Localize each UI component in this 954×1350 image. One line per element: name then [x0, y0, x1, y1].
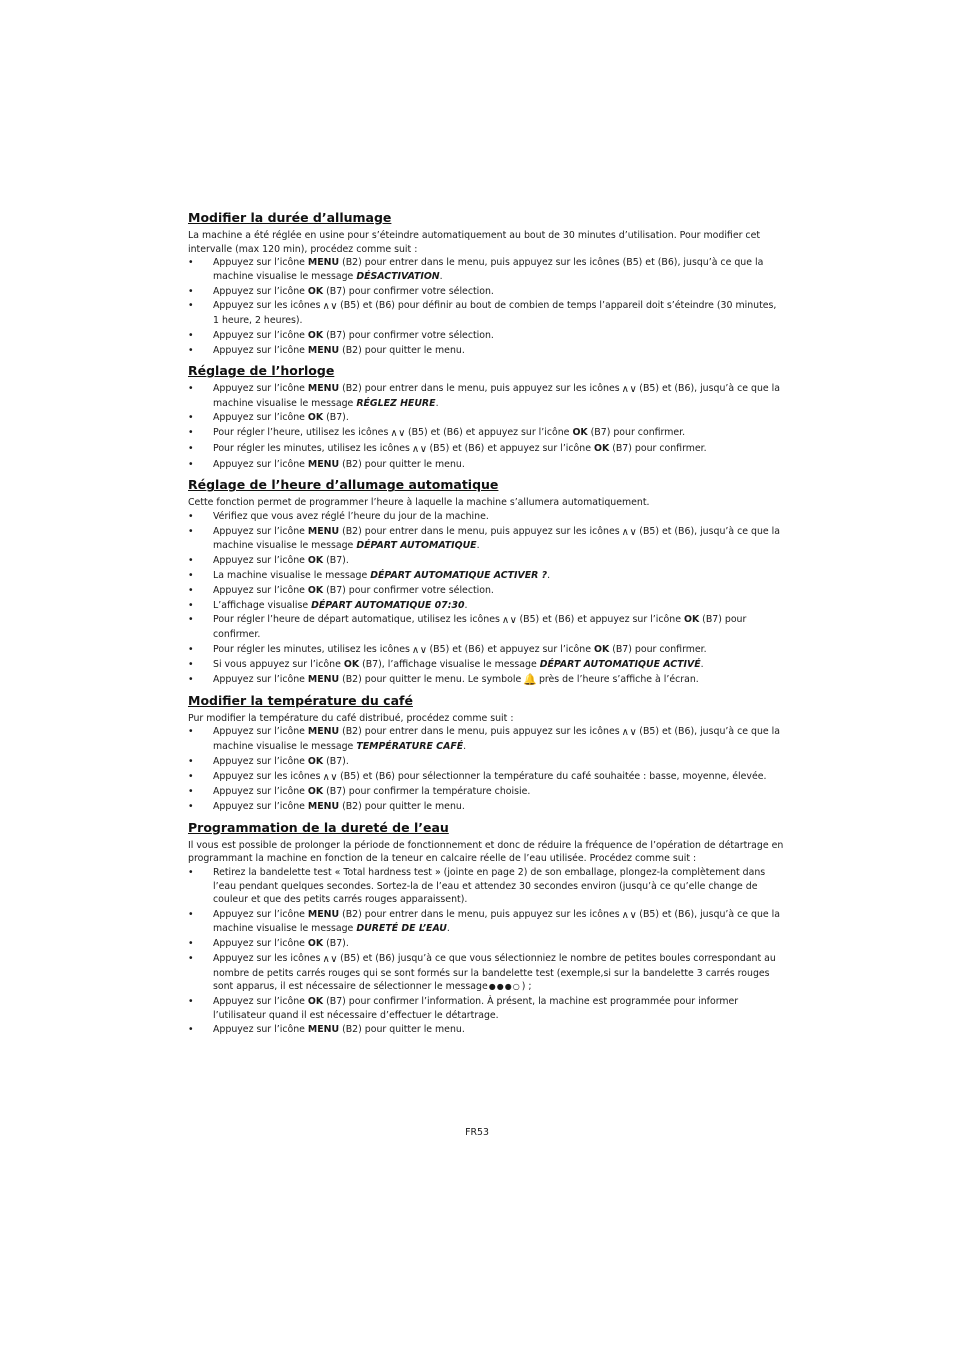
up-down-arrows-icon: ∧∨: [621, 727, 638, 739]
hardness-dots-icon: ●●●○: [488, 982, 521, 992]
up-down-arrows-icon: ∧∨: [621, 384, 638, 396]
up-down-arrows-icon: ∧∨: [411, 444, 428, 456]
list-item: • Appuyez sur l’icône OK (B7) pour confirmer l’information. À présent, la machine est programmée pour informer l’utilisateur quand il est nécessaire d’effectuer le détartrage.: [188, 995, 784, 1022]
list-item: • Appuyez sur l’icône MENU (B2) pour entrer dans le menu, puis appuyez sur les icônes ∧∨ (B5) et (B6), jusqu’à ce que la machine visualise le message DÉPART AUTOMATIQUE.: [188, 525, 784, 553]
section-title: Modifier la température du café: [188, 692, 413, 708]
list-item: • Pour régler les minutes, utilisez les icônes ∧∨ (B5) et (B6) et appuyez sur l’icône OK (B7) pour confirmer.: [188, 643, 784, 658]
section-water-hardness: [188, 820, 784, 1037]
section-power-off-delay: [188, 210, 784, 357]
list-item: • Appuyez sur l’icône OK (B7) pour confirmer votre sélection.: [188, 584, 784, 598]
list-item: • Appuyez sur l’icône MENU (B2) pour quitter le menu. Le symbole 🔔 près de l’heure s’affiche à l’écran.: [188, 673, 784, 687]
list-item: • Appuyez sur les icônes ∧∨ (B5) et (B6) pour définir au bout de combien de temps l’appareil doit s’éteindre (30 minutes, 1 heure, 2 heures).: [188, 299, 784, 327]
up-down-arrows-icon: ∧∨: [621, 909, 638, 921]
list-item: • Appuyez sur l’icône MENU (B2) pour entrer dans le menu, puis appuyez sur les icônes ∧∨ (B5) et (B6), jusqu’à ce que la machine visualise le message TEMPÉRATURE CAFÉ.: [188, 725, 784, 753]
section-coffee-temperature: [188, 693, 784, 814]
list-item: • Appuyez sur l’icône OK (B7).: [188, 937, 784, 951]
list-item: • Appuyez sur l’icône OK (B7) pour confirmer la température choisie.: [188, 785, 784, 799]
list-item: • Appuyez sur l’icône OK (B7) pour confirmer votre sélection.: [188, 285, 784, 299]
section-intro: La machine a été réglée en usine pour s’éteindre automatiquement au bout de 30 minutes d’utilisation. Pour modifier cet intervalle (max 120 min), procédez comme suit :: [188, 230, 761, 255]
list-item: • Pour régler l’heure, utilisez les icônes ∧∨ (B5) et (B6) et appuyez sur l’icône OK (B7) pour confirmer.: [188, 426, 784, 441]
section-title: Programmation de la dureté de l’eau: [188, 819, 449, 835]
list-item: • Appuyez sur l’icône MENU (B2) pour quitter le menu.: [188, 344, 784, 358]
section-clock-setting: [188, 363, 784, 471]
up-down-arrows-icon: ∧∨: [411, 644, 428, 656]
section-intro: Pur modifier la température du café distribué, procédez comme suit :: [188, 712, 514, 724]
list-item: • Pour régler l’heure de départ automatique, utilisez les icônes ∧∨ (B5) et (B6) et appuyez sur l’icône OK (B7) pour confirmer.: [188, 613, 784, 641]
list-item: • Vérifiez que vous avez réglé l’heure du jour de la machine.: [188, 510, 784, 524]
up-down-arrows-icon: ∧∨: [390, 428, 406, 440]
list-item: • La machine visualise le message DÉPART AUTOMATIQUE ACTIVER ?.: [188, 569, 784, 583]
section-title: Réglage de l’heure d’allumage automatique: [188, 477, 499, 493]
page-number: FR53: [465, 1127, 489, 1138]
up-down-arrows-icon: ∧∨: [501, 615, 518, 627]
list-item: • Appuyez sur l’icône MENU (B2) pour entrer dans le menu, puis appuyez sur les icônes (B5) et (B6), jusqu’à ce que la machine visualise le message DÉSACTIVATION.: [188, 256, 784, 283]
up-down-arrows-icon: ∧∨: [621, 526, 638, 538]
instruction-list: [188, 382, 784, 471]
list-item: • Appuyez sur l’icône OK (B7) pour confirmer votre sélection.: [188, 329, 784, 343]
section-title: Réglage de l’horloge: [188, 363, 335, 379]
list-item: • Appuyez sur l’icône MENU (B2) pour quitter le menu.: [188, 1023, 784, 1037]
list-item: • Appuyez sur l’icône OK (B7).: [188, 755, 784, 769]
list-item: • Si vous appuyez sur l’icône OK (B7), l’affichage visualise le message DÉPART AUTOMATIQUE ACTIVÉ.: [188, 658, 784, 672]
instruction-list: [188, 725, 784, 813]
list-item: • L’affichage visualise DÉPART AUTOMATIQUE 07:30.: [188, 599, 784, 613]
list-item: • Appuyez sur les icônes ∧∨ (B5) et (B6) jusqu’à ce que vous sélectionniez le nombre de petites boules correspondant au nombre de petits carrés rouges qui se sont formés sur la bandelette test (exemple,si sur la bandelette 3 carrés rouges sont apparus, il est nécessaire de sélectionner le message●●●○) ;: [188, 952, 784, 994]
list-item: • Retirez la bandelette test « Total hardness test » (jointe en page 2) de son emballage, plongez-la complètement dans l’eau pendant quelques secondes. Sortez-la de l’eau et attendez 30 secondes environ (jusqu’à ce qu’elle change de couleur et que des petits carrés rouges apparaissent).: [188, 866, 784, 907]
section-intro: Cette fonction permet de programmer l’heure à laquelle la machine s’allumera automatiquement.: [188, 497, 650, 509]
list-item: • Appuyez sur l’icône MENU (B2) pour entrer dans le menu, puis appuyez sur les icônes ∧∨ (B5) et (B6), jusqu’à ce que la machine visualise le message DURETÉ DE L’EAU.: [188, 908, 784, 936]
section-title: Modifier la durée d’allumage: [188, 210, 392, 225]
list-item: • Pour régler les minutes, utilisez les icônes ∧∨ (B5) et (B6) et appuyez sur l’icône OK (B7) pour confirmer.: [188, 442, 784, 457]
list-item: • Appuyez sur l’icône MENU (B2) pour quitter le menu.: [188, 800, 784, 814]
list-item: • Appuyez sur l’icône OK (B7).: [188, 554, 784, 568]
section-auto-start: [188, 477, 784, 686]
up-down-arrows-icon: ∧∨: [322, 954, 339, 966]
list-item: • Appuyez sur l’icône MENU (B2) pour entrer dans le menu, puis appuyez sur les icônes ∧∨ (B5) et (B6), jusqu’à ce que la machine visualise le message RÉGLEZ HEURE.: [188, 382, 784, 410]
list-item: • Appuyez sur l’icône OK (B7).: [188, 411, 784, 425]
up-down-arrows-icon: ∧∨: [322, 301, 339, 313]
instruction-list: [188, 510, 784, 687]
list-item: • Appuyez sur les icônes ∧∨ (B5) et (B6) pour sélectionner la température du café souhaitée : basse, moyenne, élevée.: [188, 770, 784, 785]
section-intro: Il vous est possible de prolonger la période de fonctionnement et donc de réduire la fréquence de l’opération de détartrage en programmant la machine en fonction de la teneur en calcaire réelle de l’eau utilisée. Procédez comme suit :: [188, 839, 784, 865]
instruction-list: [188, 866, 784, 1037]
up-down-arrows-icon: ∧∨: [322, 771, 339, 783]
instruction-list: [188, 256, 784, 357]
document-body: [188, 210, 784, 1038]
bell-icon: 🔔: [523, 673, 537, 687]
list-item: • Appuyez sur l’icône MENU (B2) pour quitter le menu.: [188, 458, 784, 472]
